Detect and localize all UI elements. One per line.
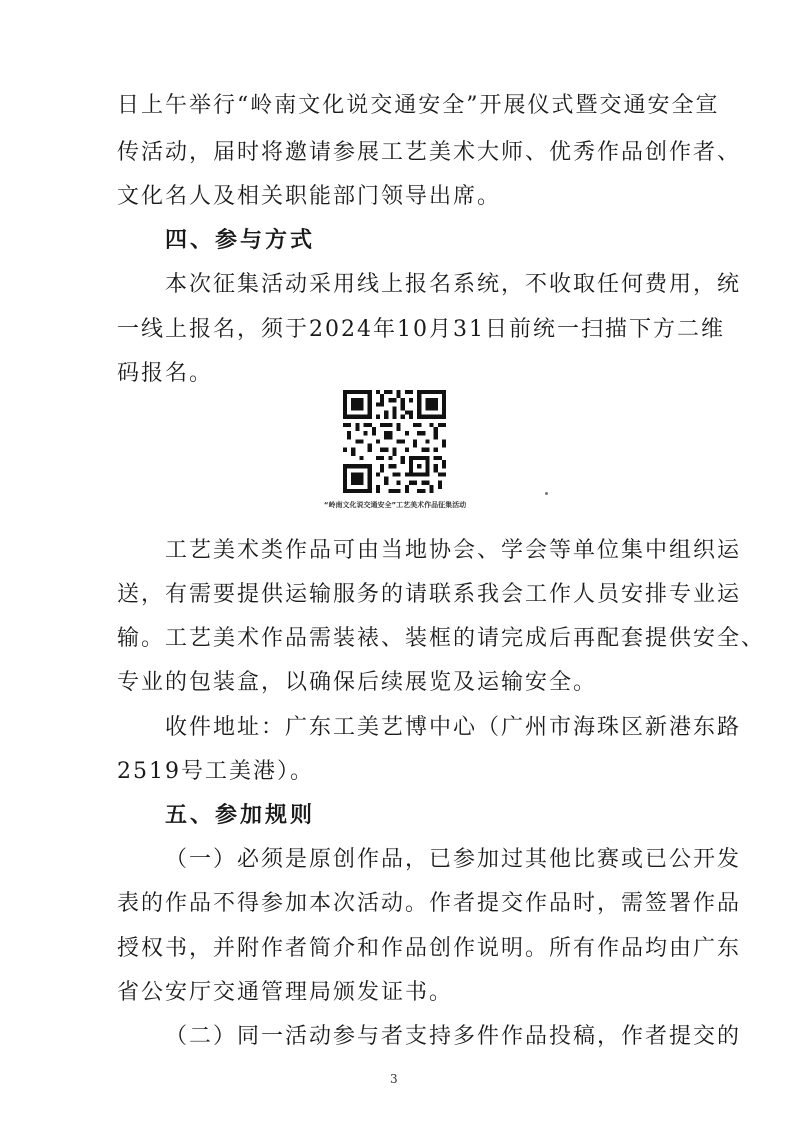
section4-line-3: 码报名。	[117, 361, 214, 386]
rule1-line-4: 省公安厅交通管理局颁发证书。	[117, 980, 454, 1005]
section4-line-2: 一线上报名，须于2024年10月31日前统一扫描下方二维	[117, 317, 725, 342]
page-number: 3	[390, 1072, 398, 1086]
scan-speck	[545, 492, 548, 495]
qr-code-icon	[343, 390, 446, 493]
rule1-line-2: 表的作品不得参加本次活动。作者提交作品时，需签署作品	[117, 891, 742, 916]
section4-line-1: 本次征集活动采用线上报名系统，不收取任何费用，统	[165, 272, 742, 297]
rule1-line-3: 授权书，并附作者简介和作品创作说明。所有作品均由广东	[117, 936, 742, 961]
intro-line-3: 文化名人及相关职能部门领导出席。	[117, 184, 502, 209]
intro-line-2: 传活动，届时将邀请参展工艺美术大师、优秀作品创作者、	[117, 140, 742, 165]
intro-line-1: 日上午举行“岭南文化说交通安全”开展仪式暨交通安全宣	[117, 93, 720, 118]
address-line-1: 收件地址：广东工美艺博中心（广州市海珠区新港东路	[165, 715, 742, 740]
shipping-line-4: 专业的包装盒，以确保后续展览及运输安全。	[117, 670, 598, 695]
section4-heading: 四、参与方式	[165, 228, 316, 253]
rule2-line-1: （二）同一活动参与者支持多件作品投稿，作者提交的	[165, 1024, 742, 1049]
shipping-line-3: 输。工艺美术作品需装裱、装框的请完成后再配套提供安全、	[117, 626, 766, 651]
shipping-line-1: 工艺美术类作品可由当地协会、学会等单位集中组织运	[165, 538, 742, 563]
qr-caption: “岭南文化说交通安全”工艺美术作品征集活动	[323, 501, 467, 509]
qr-code[interactable]	[343, 390, 446, 493]
shipping-line-2: 送，有需要提供运输服务的请联系我会工作人员安排专业运	[117, 582, 742, 607]
rule1-line-1: （一）必须是原创作品，已参加过其他比赛或已公开发	[165, 847, 742, 872]
section5-heading: 五、参加规则	[165, 803, 316, 828]
address-line-2: 2519号工美港）。	[117, 759, 314, 784]
